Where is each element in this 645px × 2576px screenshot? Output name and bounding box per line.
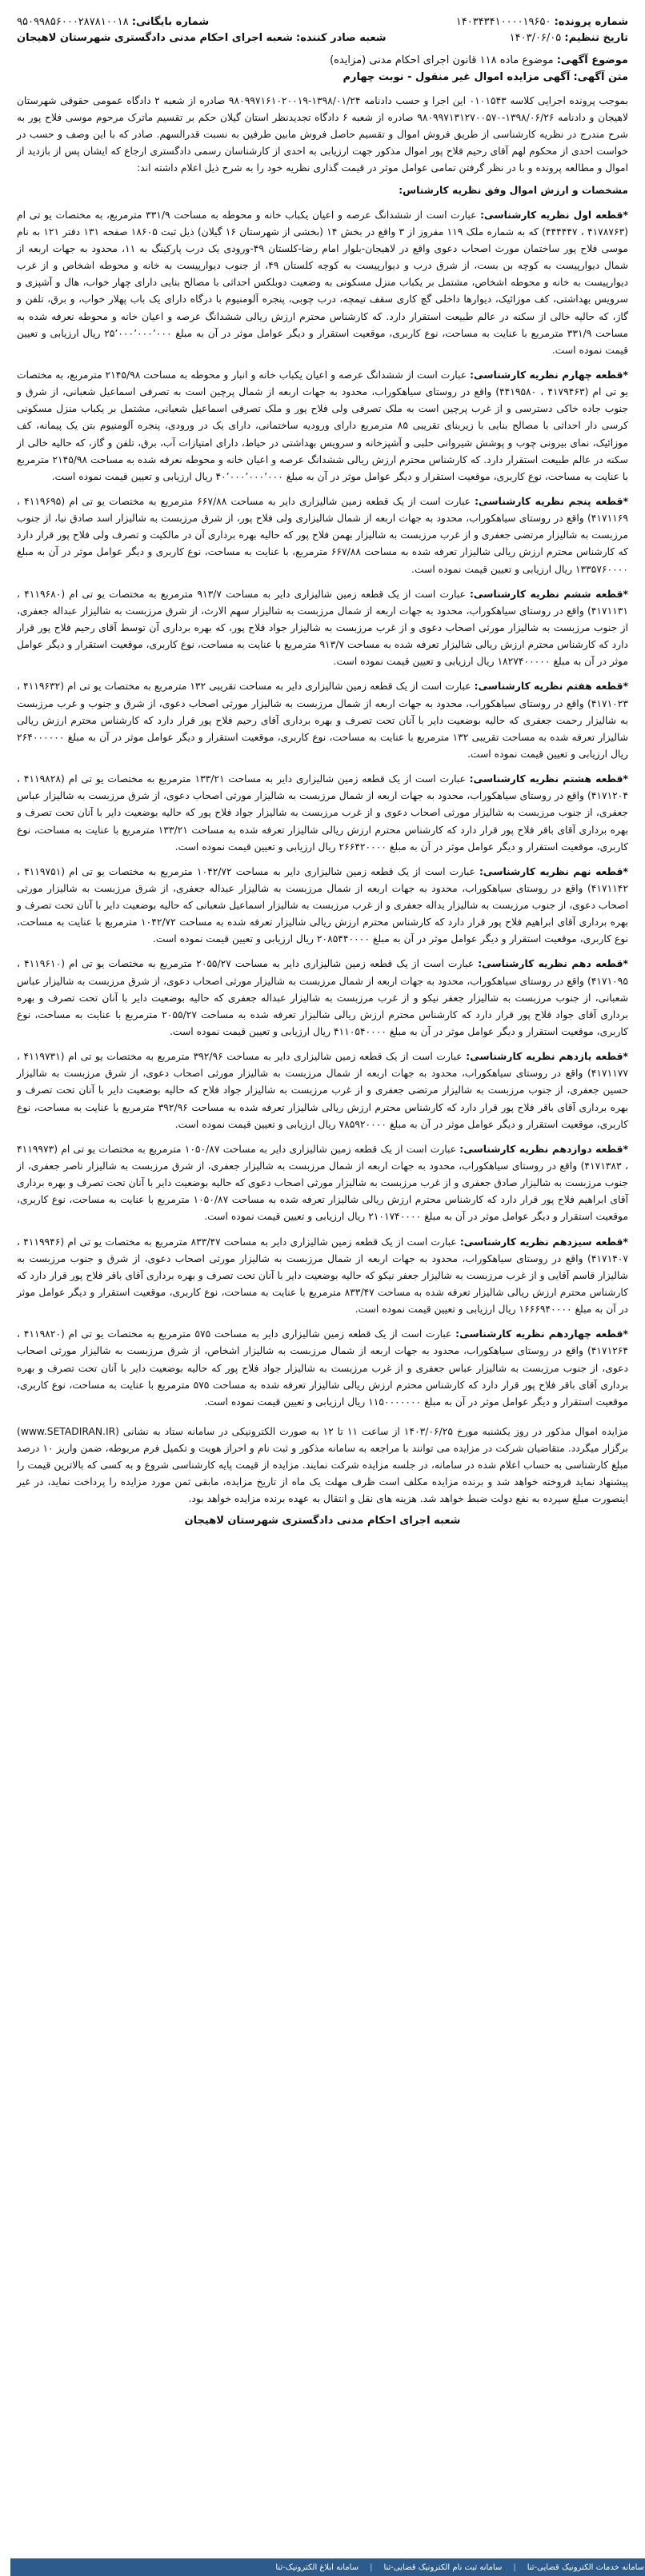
item-title: *قطعه اول نظریه کارشناسی: xyxy=(480,209,628,221)
item-text: عبارت است از ششدانگ عرصه و اعیان یکباب خانه و انبار و محوطه به مساحت ۲۱۴۵/۹۸ مترمربع، به مختصات یو تی ام (۴۱۷۹۴۶۳ ، ۴۴۱۹۵۸۰) واقع در روستای سیاهکوراب، محدود به جهات اربعه از شمال پرچین است به تصرفی اسماعیل شعبانی، از شرق و جنوب جاده خاکی دسترسی و از غرب پرچین است به ملک تصرفی ولی فلاح پور و ملک تصرفی اسماعیل شعبانی، مشتمل بر یکباب منزل مسکونی کرسی دار احداثی با مصالح بنایی با زیربنای تقریبی ۸۵ مترمربع دارای ورودیه ساختمانی، دارای یک در ورودی، پنجره آلومنیوم بتن یک پیمانه، کف موزائیک، نمای بیرونی چوب و پوشش شیروانی حلبی و آشپزخانه و سرویس بهداشتی در حیاط، دارای امتیازات آب، برق، تلفن و گاز، که حالیه خالی از سکنه در عالم طبیعت استقرار دارد. که کارشناس محترم ارزش ریالی ششدانگ عرصه و اعیان خانه و محوطه نعرفه شده به مساحت ۲۱۴۵/۹۸ مترمربع با عنایت به مساحت، نوع کاربری، موقعیت استقرار و دیگر عوامل موثر در آن به مبلغ ۴۰٬۰۰۰٬۰۰۰٬۰۰۰ ریال ارزیابی و تعیین قیمت نموده است. xyxy=(17,369,628,482)
item-text: عبارت است از ششدانگ عرصه و اعیان یکباب خانه و محوطه به مساحت ۳۳۱/۹ مترمربع، به مختصات یو تی ام (۴۱۷۸۷۶۳ ، ۴۴۴۴۴۷) که به شماره ملک ۱۱۹ مفروز از ۳ واقع در بخش ۱۴ (بخشی از شهرستان ۱۶ گیلان) ذیل ثبت ۱۸۶۰۵ صفحه ۱۳۱ دفتر ۱۲۱ به نام موسی فلاح پور ساختمان مورث اصحاب دعوی واقع در لاهیجان-بلوار امام رضا-کلستان ۴۹-ورودی یک درب پارکینگ به ۱۱، محدود به جهات اربعه از شمال دیوارپیست به کوچه بن بست، از شرق درب و دیوارپیست به کوچه کلستان ۴۹، از جنوب دیوارپیست به خانه و محوطه اشخاص و از غرب دیوارپیست به خانه و محوطه اشخاص، مشتمل بر یکباب منزل مسکونی به وضعیت دوبلکس احداثی با مصالح بنایی دارای چهار خواب، هال و آشپزی و سرویس بهداشتی، کف موزائیک، دیوارها داخلی گچ کاری سقف تیمچه، درب چوبی، پنجره آلومنیوم با درگاه دارای یک باب پهلار خواب، و برق، تلفن و گاز، که حالیه خالی از سکنه در عالم طبیعت استقرار دارد. که کارشناس محترم ارزش ریالی ششدانگ عرصه و اعیان خانه و محوطه نعرفه شده به مساحت ۳۳۱/۹ مترمربع با عنایت به مساحت، نوع کاربری، موقعیت استقرار و دیگر عوامل موثر در آن به مبلغ ۲۵٬۰۰۰٬۰۰۰٬۰۰۰ ریال ارزیابی و تعیین قیمت نموده است. xyxy=(17,209,629,356)
item-title: *قطعه سیزدهم نظریه کارشناسی: xyxy=(459,1236,628,1248)
list-item xyxy=(17,864,628,949)
archive-number-value: ۹۵۰۹۹۸۵۶۰۰۰۲۸۷۸۱۰۰۱۸ xyxy=(17,16,129,28)
item-title: *قطعه هشتم نظریه کارشناسی: xyxy=(469,773,628,785)
service-bar xyxy=(10,2558,645,2576)
issuing-court-label: شعبه صادر کننده: xyxy=(296,32,387,45)
item-text: عبارت است از یک قطعه زمین شالیزاری دایر به مساحت ۳۹۲/۹۶ مترمربع به مختصات یو تی ام (۴۱۱۹۷۳۱ ، ۴۱۷۱۱۷۷) واقع در روستای سیاهکوراب، محدود به جهات اربعه از شمال مرزبست به شالیزار مورثی اصحاب دعوی، از شرق مرزبست به شالیزار حسین جعفری، از جنوب مرزبست به شالیزار مرتضی جعفری و از غرب مرزبست به شالیزار جواد فلاح که حالیه بوضعیت دایر با آنان تحت تصرف و بهره برداری آقای باقر فلاح پور قرار دارد که کارشناس محترم ارزش ریالی شالیزار تعرفه شده به مساحت ۳۹۲/۹۶ مترمربع با عنایت به مساحت، نوع کاربری، موقعیت استقرار و دیگر عوامل موثر در آن به مبلغ ۷۸۵۹۲۰۰۰۰ ریال ارزیابی و تعیین قیمت نموده است. xyxy=(17,1051,628,1130)
list-item xyxy=(17,771,628,856)
list-item xyxy=(17,207,628,359)
item-title: *قطعه چهارم نظریه کارشناسی: xyxy=(470,369,628,381)
issuing-court xyxy=(17,30,387,46)
notice-line xyxy=(17,70,628,86)
auction-terms: مزایده اموال مذکور در روز یکشنبه مورخ ۱۴۰۳/۰۶/۲۵ از ساعت ۱۱ تا ۱۲ به صورت الکترونیکی در سامانه ستاد به نشانی (www.SETADIRAN.IR) برگزار میگردد. متقاضیان شرکت در مزایده می توانند با مراجعه به سامانه مذکور و ثبت نام و احراز هویت و تکمیل فرم مربوطه، ضمن واریز ۱۰ درصد مبلغ کارشناسی به حساب اعلام شده در سامانه، در جلسه مزایده شرکت نمایند. مزایده از قیمت پایه کارشناسی شروع و به کسی که بالاترین قیمت را پیشنهاد نماید فروخته خواهد شد و برنده مزایده مکلف است ظرف مهلت یک ماه از تاریخ مزایده، مابقی ثمن مورد مزایده را پرداخت نماید، در غیر اینصورت مبلغ سپرده به نفع دولت ضبط خواهد شد. هزینه های نقل و انتقال به عهده برنده مزایده خواهد بود. xyxy=(17,1426,628,1504)
archive-number xyxy=(17,14,209,30)
item-text: عبارت است از یک قطعه زمین شالیزاری دایر به مساحت ۵۷۵ مترمربع به مختصات یو تی ام (۴۱۱۹۸۲۰ ، ۴۱۷۱۲۶۴) واقع در روستای سیاهکوراب، محدود به جهات اربعه از شمال مرزبست به شالیزار اشخاص، از شرق مرزبست به شالیزار مورثی اصحاب دعوی، از جنوب مرزبست به شالیزار عباس جعفری و از غرب مرزبست به شالیزار جواد فلاح پور که حالیه بوضعیت دایر با آنان تحت تصرف و بهره برداری آقای باقر فلاح پور قرار دارد که کارشناس محترم ارزش ریالی شالیزار تعرفه شده به مساحت ۵۷۵ مترمربع با عنایت به مساحت، نوع کاربری، موقعیت استقرار و دیگر عوامل موثر در آن به مبلغ ۱۱۵۰۰۰۰۰۰۰ ریال ارزیابی و تعیین قیمت نموده است. xyxy=(17,1328,628,1408)
separator: | xyxy=(370,2562,373,2572)
case-number xyxy=(456,14,628,30)
intro-paragraph: بموجب پرونده اجرایی کلاسه ۰۱۰۱۵۴۳ این اجرا و حسب دادنامه ۱۳۹۸/۰۱/۲۴-۹۸۰۹۹۷۱۶۱۰۲۰۰۱۹ صادره از شعبه ۲ دادگاه عمومی حقوقی شهرستان لاهیجان و دادنامه ۱۳۹۸/۰۶/۲۶-۹۸۰۹۹۷۱۳۱۲۷۰۰۵۷۰ صادره از شعبه ۶ دادگاه تجدیدنظر استان گیلان حکم بر تقسیم ماترک مرحوم موسی فلاح پور به شرح مندرج در نظریه کارشناسی از طریق فروش اموال و تقسیم حاصل فروش مابین طرفین به نسبت قدرالسهم. صادر که با این وصف و حسب در خواست احدی از محکوم لهم آقای رحیم فلاح پور اموال مذکور جهت ارزیابی به احدی از کارشناسان رسمی دادگستری ارجاع که ایشان پس از بازدید از اموال و مطالعه پرونده و با در نظر گرفتن تمامی عوامل موثر در قیمت گذاری نظریه خود را به شرح ذیل اعلام داشته اند: xyxy=(17,94,628,174)
notice-page xyxy=(10,0,644,2576)
item-text: عبارت است از یک قطعه زمین شالیزاری دایر به مساحت ۱۰۵۰/۸۷ مترمربع به مختصات یو تی ام (۴۱۱۹۹۷۳ ، ۴۱۷۱۳۸۳) واقع در روستای سیاهکوراب، محدود به جهات اربعه از شمال مرزبست به شالیزار جعفری، از شرق مرزبست به شالیزار ناصر جعفری، از جنوب مرزبست به شالیزار صادق جعفری و از غرب مرزبست به شالیزار مورثی اصحاب دعوی که حالیه بوضعیت دایر با آنان تحت تصرف و بهره برداری آقای ابراهیم فلاح پور قرار دارد که کارشناس محترم ارزش ریالی شالیزار تعرفه شده به مساحت ۱۰۵۰/۸۷ مترمربع با عنایت به مساحت، نوع کاربری، موقعیت استقرار و دیگر عوامل موثر در آن به مبلغ ۲۱۰۱۷۴۰۰۰۰ ریال ارزیابی و تعیین قیمت نموده است. xyxy=(17,1143,628,1223)
list-item xyxy=(17,678,628,763)
item-title: *قطعه پنجم نظریه کارشناسی: xyxy=(475,495,628,507)
issue-date xyxy=(510,30,628,46)
item-title: *قطعه نهم نظریه کارشناسی: xyxy=(479,865,628,877)
item-text: عبارت است از یک قطعه زمین شالیزاری دایر به مساحت ۲۰۵۵/۲۷ مترمربع به مختصات یو تی ام (۴۱۱۹۶۱۰ ، ۴۱۷۱۰۹۵) واقع در روستای سیاهکوراب، محدود به جهات اربعه از شمال مرزبست به شالیزار مورثی اصحاب دعوی، از شرق مرزبست به شالیزار عباس شعبانی، از جنوب مرزبست به شالیزار جعفر نیکو و از غرب مرزبست به شالیزار عبداله جعفری که حالیه بوضعیت دایر با آنان تحت تصرف و بهره برداری آقای جواد فلاح پور قرار دارد که کارشناس محترم ارزش ریالی شالیزار تعرفه شده به مساحت ۲۰۵۵/۲۷ مترمربع با عنایت به مساحت، نوع کاربری، موقعیت استقرار و دیگر عوامل موثر در آن به مبلغ ۴۱۱۰۵۴۰۰۰۰ ریال ارزیابی و تعیین قیمت نموده است. xyxy=(17,958,628,1038)
notice-header xyxy=(17,14,628,46)
service-link-2[interactable]: سامانه ثبت نام الکترونیک قضایی-ثنا xyxy=(383,2562,503,2572)
item-title: *قطعه دهم نظریه کارشناسی: xyxy=(478,958,628,970)
separator: | xyxy=(513,2562,516,2572)
list-item xyxy=(17,586,628,671)
service-link-3[interactable]: سامانه ابلاغ الکترونیک-ثنا xyxy=(275,2562,359,2572)
list-item xyxy=(17,1141,628,1226)
items-list xyxy=(17,207,628,1411)
item-text: عبارت است از یک قطعه زمین شالیزاری دایر به مساحت تقریبی ۱۳۲ مترمربع به مختصات یو تی ام (۴۱۱۹۶۳۲ ، ۴۱۷۱۰۲۳) واقع در روستای سیاهکوراب، محدود به جهات اربعه از شمال مرزبست به شالیزار مورثی اصحاب دعوی، از شرق و جنوب و غرب مرزبست به شالیزار رحمت جعفری که حالیه بوضعیت دایر با آنان تحت تصرف و بهره برداری آقای رحیم فلاح پور قرار دارد که کارشناس محترم ارزش ریالی شالیزار تعرفه شده به مساحت تقریبی ۱۳۲ مترمربع با عنایت به مساحت، نوع کاربری، موقعیت استقرار و دیگر عوامل موثر در آن به مبلغ ۲۶۴۰۰۰۰۰۰ ریال ارزیابی و تعیین قیمت نموده است. xyxy=(17,681,629,760)
item-title: *قطعه یازدهم نظریه کارشناسی: xyxy=(466,1051,628,1063)
notice-body xyxy=(17,93,628,199)
intro-heading: مشخصات و ارزش اموال وفق نظریه کارشناس: xyxy=(399,184,628,196)
list-item xyxy=(17,956,628,1040)
item-text: عبارت است از یک قطعه زمین شالیزاری دایر به مساحت ۶۶۷/۸۸ مترمربع به مختصات یو تی ام (۴۱۱۹۶۹۵ ، ۴۱۷۱۱۶۹) واقع در روستای سیاهکوراب، محدود به جهات اربعه از شمال شالیزاری ولی فلاح پور، از شرق مرزبست به شالیزار اسد صادق نیا، از جنوب مرزبست به شالیزار مرتضی جعفری و از غرب مرزبست به شالیزار بهمن فلاح پور که حالیه بهره برداری آن در مالکیت و تصرف ولی فلاح پور قرار دارد که کارشناس محترم ارزش ریالی شالیزار تعرفه شده به مساحت ۶۶۷/۸۸ مترمربع، با عنایت به مساحت، نوع کاربری و دیگر عوامل موثر در آن به مبلغ ۱۳۳۵۷۶۰۰۰۰ ریال ارزیابی و تعیین قیمت نموده است. xyxy=(17,495,628,575)
item-text: عبارت است از یک قطعه زمین شالیزاری دایر به مساحت ۹۱۳/۷ مترمربع به مختصات یو تی ام (۴۱۱۹۶۸۰ ، ۴۱۷۱۱۳۱) واقع در روستای سیاهکوراب، محدود به جهات اربعه از شمال مرزبست به شالیزار سهم الارث، از شرق مرزبست به شالیزار عبداله جعفری، از جنوب مرزبست به شالیزار مورثی اصحاب دعوی و از غرب مرزبست به شالیزار جواد فلاح پور، که بهره برداری آن توسط آقای رحیم فلاح پور قرار دارد که کارشناس محترم ارزش ریالی شالیزار تعرفه شده به مساحت ۹۱۳/۷ مترمربع با عنایت به مساحت، نوع کاربری، موقعیت استقرار و دیگر عوامل موثر در آن به مبلغ ۱۸۲۷۴۰۰۰۰۰ ریال ارزیابی و تعیین قیمت نموده است. xyxy=(17,588,628,668)
issuing-court-value: شعبه اجرای احکام مدنی دادگستری شهرستان لاهیجان xyxy=(17,32,293,45)
item-title: *قطعه ششم نظریه کارشناسی: xyxy=(469,588,628,600)
subject-label: موضوع آگهی: xyxy=(556,54,628,67)
list-item xyxy=(17,367,628,485)
list-item xyxy=(17,1048,628,1133)
item-title: *قطعه هفتم نظریه کارشناسی: xyxy=(474,681,629,693)
item-text: عبارت است از یک قطعه زمین شالیزاری دایر به مساحت ۱۳۳/۲۱ مترمربع به مختصات یو تی ام (۴۱۱۹۸۲۸ ، ۴۱۷۱۲۰۴) واقع در روستای سیاهکوراب، محدود به جهات اربعه از شمال مرزبست به شالیزار مورثی اصحاب دعوی، از شرق مرزبست به شالیزار عباس جعفری، از جنوب مرزبست به شالیزار مورثی اصحاب دعوی و از غرب مرزبست به شالیزار جواد فلاح پور که حالیه بوضعیت دایر با آنان تحت تصرف و بهره برداری آقای باقر فلاح پور قرار دارد که کارشناس محترم ارزش ریالی شالیزار تعرفه شده به مساحت ۱۳۳/۲۱ مترمربع با عنایت به مساحت، نوع کاربری، موقعیت استقرار و دیگر عوامل موثر در آن به مبلغ ۲۶۶۴۲۰۰۰۰ ریال ارزیابی و تعیین قیمت نموده است. xyxy=(17,773,628,853)
list-item xyxy=(17,1234,628,1319)
case-number-value: ۱۴۰۳۴۳۴۱۰۰۰۰۱۹۶۵۰ xyxy=(455,16,551,28)
case-number-label: شماره پرونده: xyxy=(554,16,628,28)
item-text: عبارت است از یک قطعه زمین شالیزاری دایر به مساحت ۱۰۴۲/۷۲ مترمربع به مختصات یو تی ام (۴۱۱۹۷۵۱ ، ۴۱۷۱۱۴۲) واقع در روستای سیاهکوراب، محدود به جهات اربعه از شمال مرزبست به شالیزار عبداله جعفری، از شرق مرزبست به شالیزار مورثی اصحاب دعوی، از جنوب مرزبست به شالیزار یداله جعفری و از غرب مرزبست به شالیزار اسماعیل شعبانی که حالیه بوضعیت دایر با آنان تحت تصرف و بهره برداری آقای ابراهیم فلاح پور قرار دارد که کارشناس محترم ارزش ریالی شالیزار تعرفه شده به مساحت ۱۰۴۲/۷۲ مترمربع با عنایت به مساحت، نوع کاربری، موقعیت استقرار و دیگر عوامل موثر در آن به مبلغ ۲۰۸۵۴۴۰۰۰۰ ریال ارزیابی و تعیین قیمت نموده است. xyxy=(17,865,629,945)
list-item xyxy=(17,1326,628,1411)
subject-value: موضوع ماده ۱۱۸ قانون اجرای احکام مدنی (مزایده) xyxy=(330,54,554,67)
notice-subject xyxy=(17,53,628,86)
signature: شعبه اجرای احکام مدنی دادگستری شهرستان لاهیجان xyxy=(184,1515,461,1528)
archive-number-label: شماره بایگانی: xyxy=(131,16,210,28)
subject-line xyxy=(17,53,628,70)
item-text: عبارت است از یک قطعه زمین شالیزاری دایر به مساحت ۸۳۳/۴۷ مترمربع به مختصات یو تی ام (۴۱۱۹۹۴۶ ، ۴۱۷۱۴۰۷) واقع در روستای سیاهکوراب، محدود به جهات اربعه از شمال مرزبست به شالیزار مورثی اصحاب دعوی، از شرق و جنوب مرزبست به شالیزار قاسم آقایی و از غرب مرزبست به شالیزار جعفر نیکو که حالیه بوضعیت دایر با آنان تحت تصرف و بهره برداری آقای باقر فلاح پور قرار دارد که کارشناس محترم ارزش ریالی شالیزار تعرفه شده به مساحت ۸۳۳/۴۷ مترمربع با عنایت به مساحت، نوع کاربری، موقعیت استقرار و دیگر عوامل موثر در آن به مبلغ ۱۶۶۶۹۴۰۰۰۰ ریال ارزیابی و تعیین قیمت نموده است. xyxy=(17,1236,628,1316)
notice-value: آگهی مزایده اموال غیر منقول - نوبت چهارم xyxy=(343,71,571,84)
item-title: *قطعه چهاردهم نظریه کارشناسی: xyxy=(455,1328,628,1340)
service-link-1[interactable]: سامانه خدمات الکترونیک قضایی-ثنا xyxy=(527,2562,644,2572)
issue-date-label: تاریخ تنظیم: xyxy=(564,32,628,45)
item-title: *قطعه دوازدهم نظریه کارشناسی: xyxy=(459,1143,628,1155)
issue-date-value: ۱۴۰۳/۰۶/۰۵ xyxy=(509,32,562,45)
list-item xyxy=(17,493,628,578)
notice-label: متن آگهی: xyxy=(573,71,628,84)
